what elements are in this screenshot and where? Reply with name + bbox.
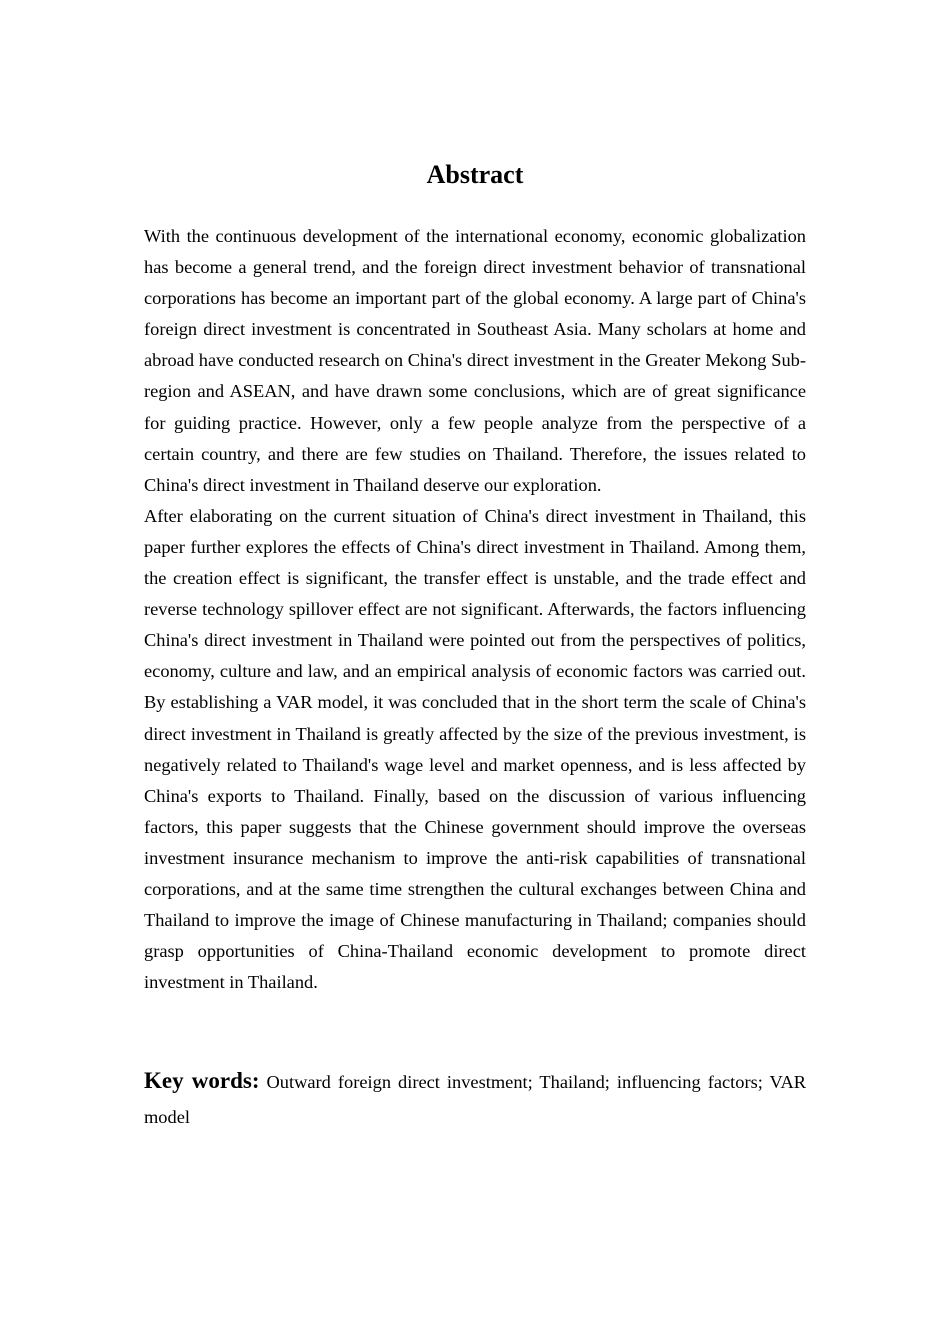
keywords-text: Outward foreign direct investment; Thailand; influencing factors; VAR model xyxy=(144,1072,806,1127)
abstract-body xyxy=(144,221,806,998)
keywords-label: Key words: xyxy=(144,1068,260,1093)
abstract-title: Abstract xyxy=(426,160,524,189)
keywords-line xyxy=(144,1063,806,1135)
abstract-paragraph-2: After elaborating on the current situation of China's direct investment in Thailand, this paper further explores the effects of China's direct investment in Thailand. Among them, the creation effect is significant, the transfer effect is unstable, and the trade effect and reverse technology spillover effect are not significant. Afterwards, the factors influencing China's direct investment in Thailand were pointed out from the perspectives of politics, economy, culture and law, and an empirical analysis of economic factors was carried out. By establishing a VAR model, it was concluded that in the short term the scale of China's direct investment in Thailand is greatly affected by the size of the previous investment, is negatively related to Thailand's wage level and market openness, and is less affected by China's exports to Thailand. Finally, based on the discussion of various influencing factors, this paper suggests that the Chinese government should improve the overseas investment insurance mechanism to improve the anti-risk capabilities of transnational corporations, and at the same time strengthen the cultural exchanges between China and Thailand to improve the image of Chinese manufacturing in Thailand; companies should grasp opportunities of China-Thailand economic development to promote direct investment in Thailand. xyxy=(144,505,806,993)
abstract-paragraph-1: With the continuous development of the international economy, economic globalization has become a general trend, and the foreign direct investment behavior of transnational corporations has become an important part of the global economy. A large part of China's foreign direct investment is concentrated in Southeast Asia. Many scholars at home and abroad have conducted research on China's direct investment in the Greater Mekong Sub-region and ASEAN, and have drawn some conclusions, which are of great significance for guiding practice. However, only a few people analyze from the perspective of a certain country, and there are few studies on Thailand. Therefore, the issues related to China's direct investment in Thailand deserve our exploration. xyxy=(144,226,806,495)
